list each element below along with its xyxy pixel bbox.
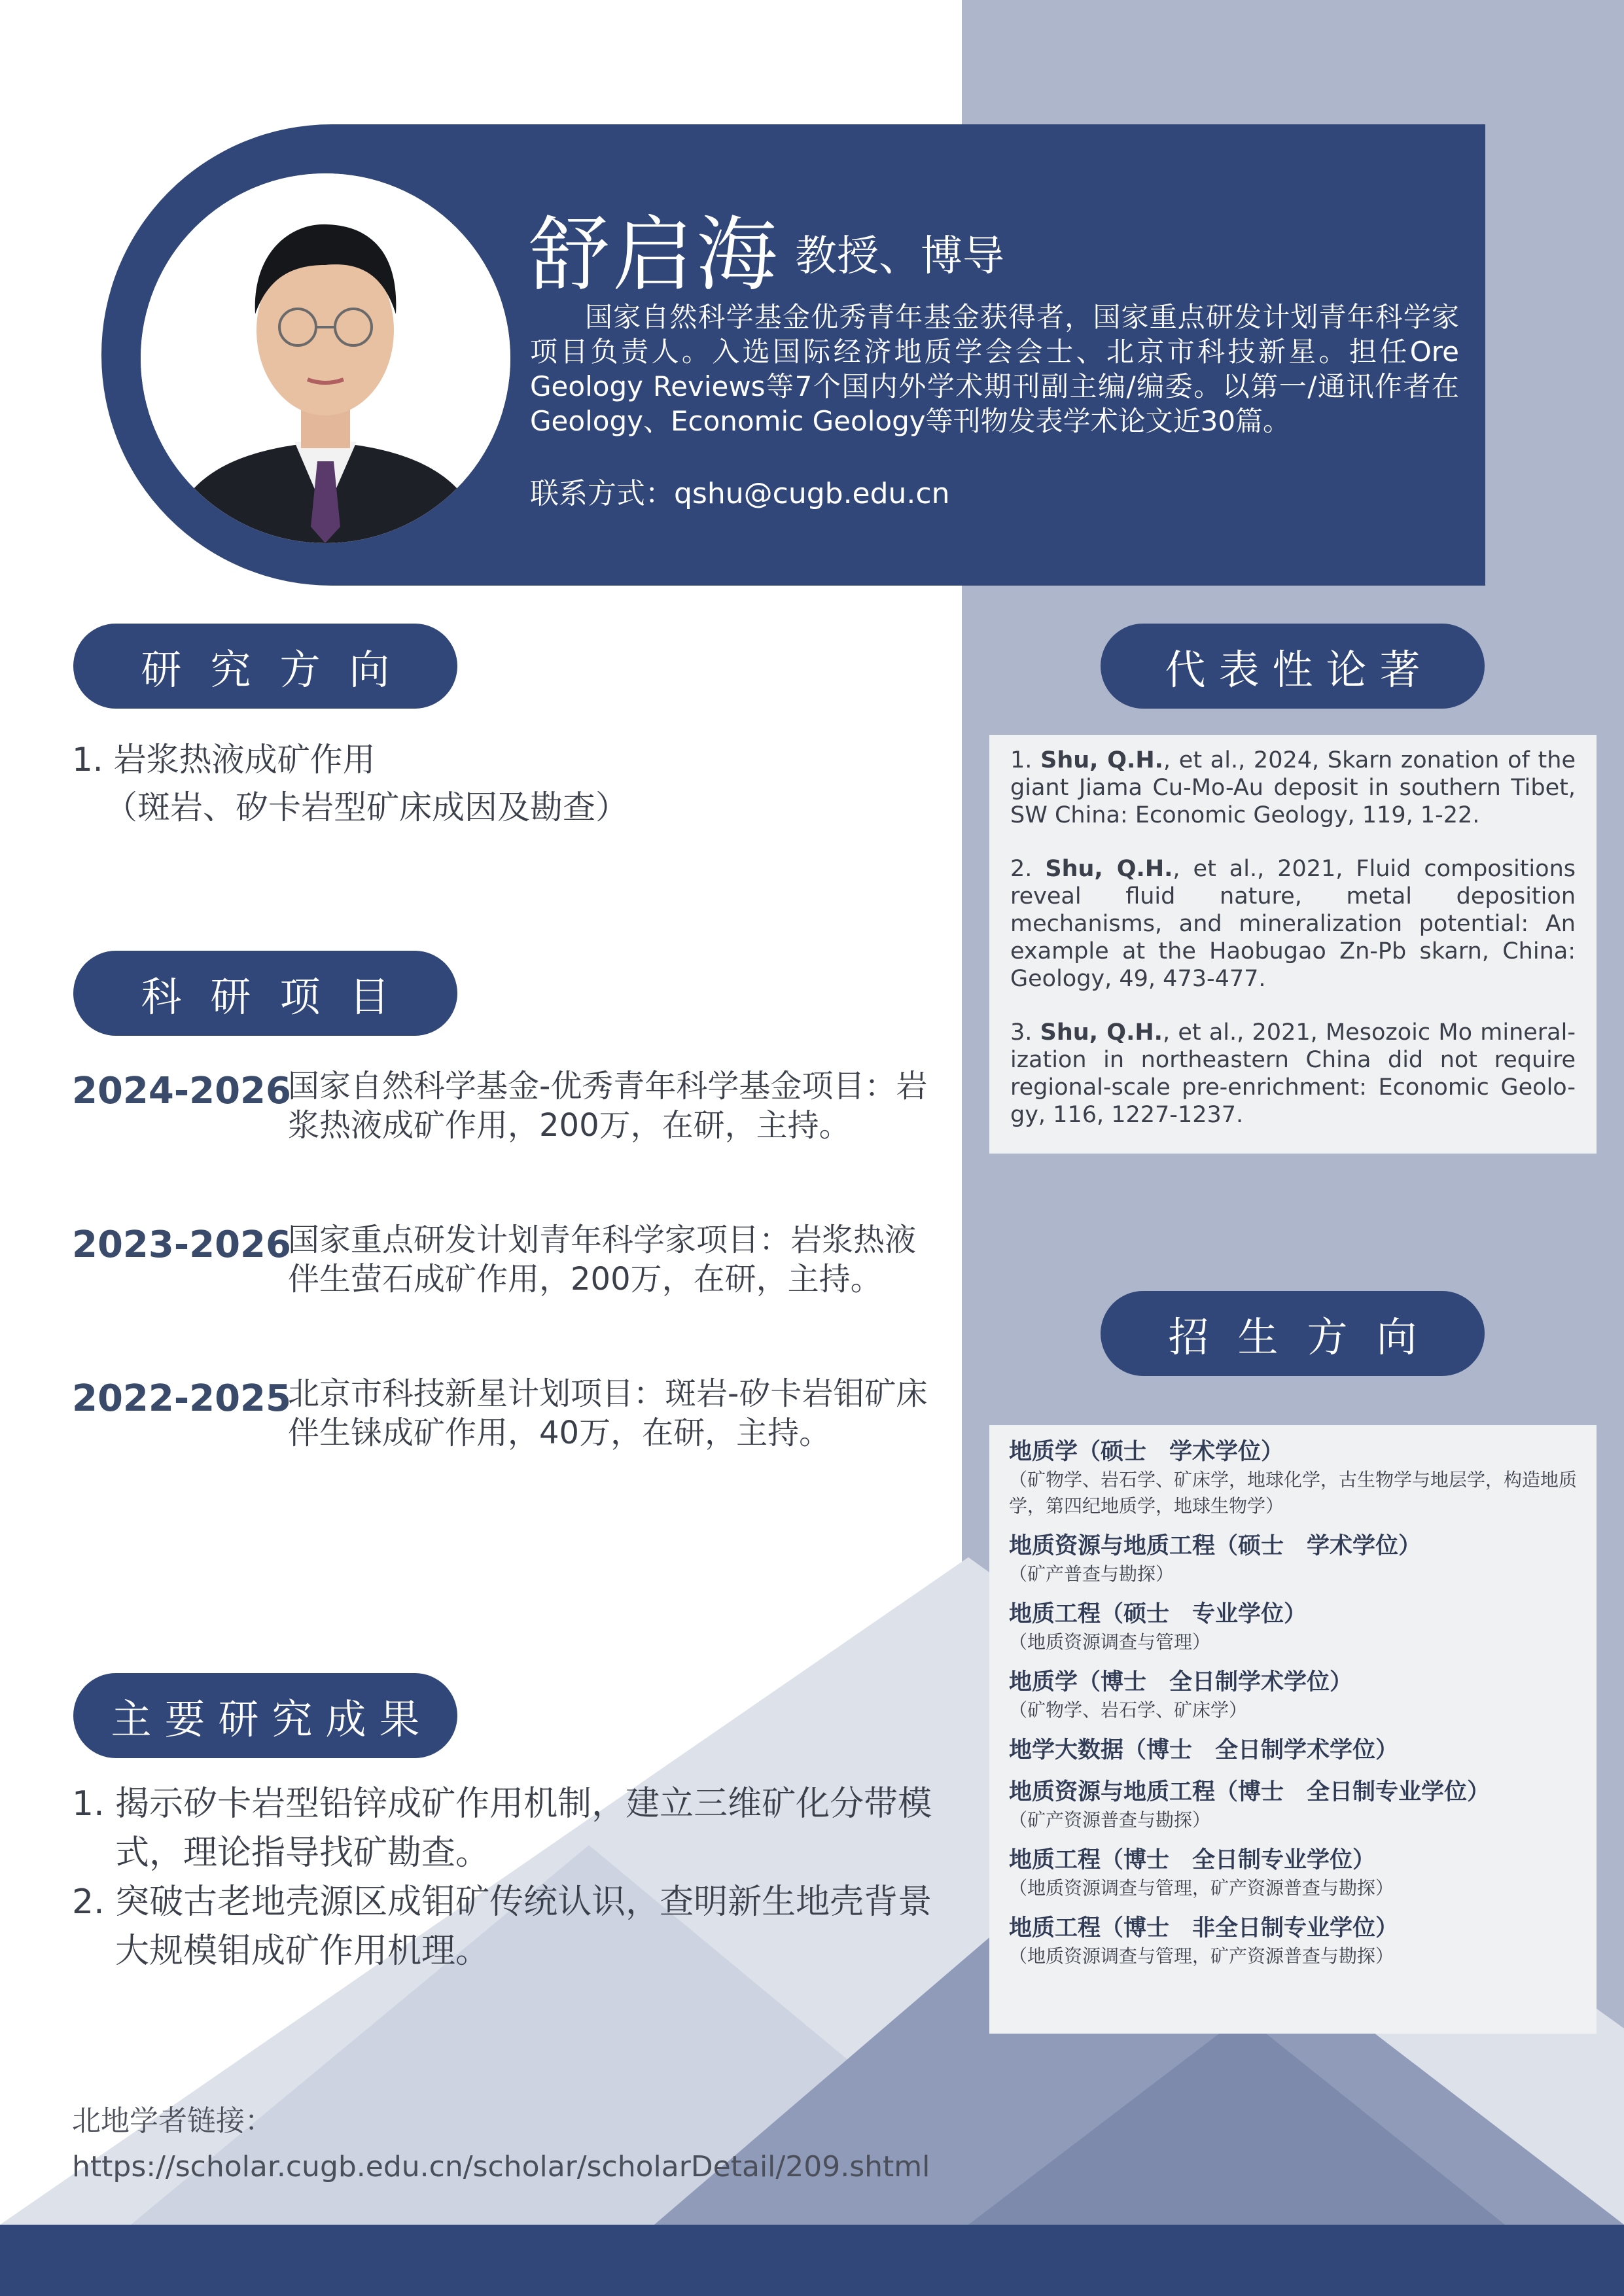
achievement-item: 2. 突破古老地壳源区成钼矿传统认识，查明新生地壳背景大规模钼成矿作用机理。: [72, 1882, 932, 1971]
achievement-item: 1. 揭示矽卡岩型铅锌成矿作用机制，建立三维矿化分带模式，理论指导找矿勘查。: [72, 1784, 932, 1873]
publication-item: 3. Shu, Q.H., et al., 2021, Mesozoic Mo mineral-ization in northeastern China did not require regional-scale pre-enrichment: Economic Geolo-gy, 116, 1227-1237.: [1010, 1019, 1576, 1128]
research-item-detail: （斑岩、矽卡岩型矿床成因及勘查）: [105, 788, 628, 826]
projects-heading: 科研项目: [73, 951, 457, 1036]
publications-panel: [989, 735, 1597, 1154]
admission-fields: （矿物学、岩石学、矿床学，地球化学，古生物学与地层学，构造地质学，第四纪地质学，地球生物学）: [1009, 1469, 1578, 1517]
person-title: 教授、博导: [795, 232, 1004, 281]
admissions-heading: 招生方向: [1101, 1291, 1485, 1376]
profile-photo: [141, 173, 510, 543]
admission-fields: （矿物学、岩石学、矿床学）: [1009, 1699, 1248, 1721]
admission-fields: （矿产普查与勘探）: [1009, 1563, 1174, 1585]
admission-degree: 地质学（硕士 学术学位）: [1009, 1439, 1284, 1465]
admission-degree: 地质工程（博士 全日制专业学位）: [1009, 1847, 1376, 1873]
publication-author: Shu, Q.H.: [1040, 747, 1163, 773]
admission-degree: 地学大数据（博士 全日制学术学位）: [1009, 1737, 1399, 1763]
project-years: 2023-2026: [72, 1224, 291, 1266]
admission-degree: 地质学（博士 全日制学术学位）: [1009, 1669, 1353, 1695]
contact-info: 联系方式：qshu@cugb.edu.cn: [530, 477, 950, 510]
publication-author: Shu, Q.H.: [1040, 1019, 1163, 1046]
person-name: 舒启海: [529, 208, 781, 302]
research-item: 1. 岩浆热液成矿作用: [72, 741, 376, 779]
research-direction-list: [72, 736, 628, 832]
research-direction-heading: 研究方向: [73, 624, 457, 709]
publications-heading: 代表性论著: [1101, 624, 1485, 709]
project-description: 国家自然科学基金-优秀青年科学基金项目：岩浆热液成矿作用，200万，在研，主持。: [288, 1068, 928, 1144]
admissions-panel: [989, 1425, 1597, 2034]
admission-degree: 地质资源与地质工程（博士 全日制专业学位）: [1009, 1779, 1491, 1805]
publication-item: 2. Shu, Q.H., et al., 2021, Fluid compositions reveal fluid nature, metal deposition mechanisms, and mineralization potential: An example at the Haobugao Zn-Pb skarn, China: Geology, 49, 473-477.: [1010, 856, 1576, 992]
biography: 国家自然科学基金优秀青年基金获得者，国家重点研发计划青年科学家项目负责人。入选国际经济地质学会会士、北京市科技新星。担任Ore Geology Reviews等7个国内外学术期刊副主编/编委。以第一/通讯作者在Geology、Economic Geology等刊物发表学术论文近30篇。: [530, 301, 1459, 437]
project-years: 2024-2026: [72, 1070, 291, 1112]
admission-fields: （地质资源调查与管理，矿产资源普查与勘探）: [1009, 1945, 1394, 1967]
scholar-link-url[interactable]: https://scholar.cugb.edu.cn/scholar/scholarDetail/209.shtml: [72, 2150, 930, 2183]
admission-degree: 地质工程（硕士 专业学位）: [1009, 1601, 1307, 1627]
publication-item: 1. Shu, Q.H., et al., 2024, Skarn zonation of the giant Jiama Cu-Mo-Au deposit in southern Tibet, SW China: Economic Geology, 119, 1-22.: [1010, 747, 1576, 828]
project-description: 北京市科技新星计划项目：斑岩-矽卡岩钼矿床伴生铼成矿作用，40万，在研，主持。: [288, 1375, 928, 1451]
project-description: 国家重点研发计划青年科学家项目：岩浆热液伴生萤石成矿作用，200万，在研，主持。: [288, 1222, 917, 1298]
scholar-link-label: 北地学者链接：: [72, 2104, 274, 2138]
admission-fields: （矿产资源普查与勘探）: [1009, 1809, 1211, 1831]
achievements-list: [72, 1780, 936, 1976]
admission-degree: 地质资源与地质工程（硕士 学术学位）: [1009, 1533, 1422, 1559]
scholar-link-block: [72, 2098, 930, 2190]
admission-degree: 地质工程（博士 非全日制专业学位）: [1009, 1915, 1399, 1941]
admission-fields: （地质资源调查与管理）: [1009, 1631, 1211, 1653]
publication-author: Shu, Q.H.: [1045, 856, 1173, 882]
achievements-heading: 主要研究成果: [73, 1673, 457, 1758]
project-years: 2022-2025: [72, 1377, 291, 1420]
admission-fields: （地质资源调查与管理，矿产资源普查与勘探）: [1009, 1877, 1394, 1899]
footer-bar: [0, 2225, 1624, 2296]
